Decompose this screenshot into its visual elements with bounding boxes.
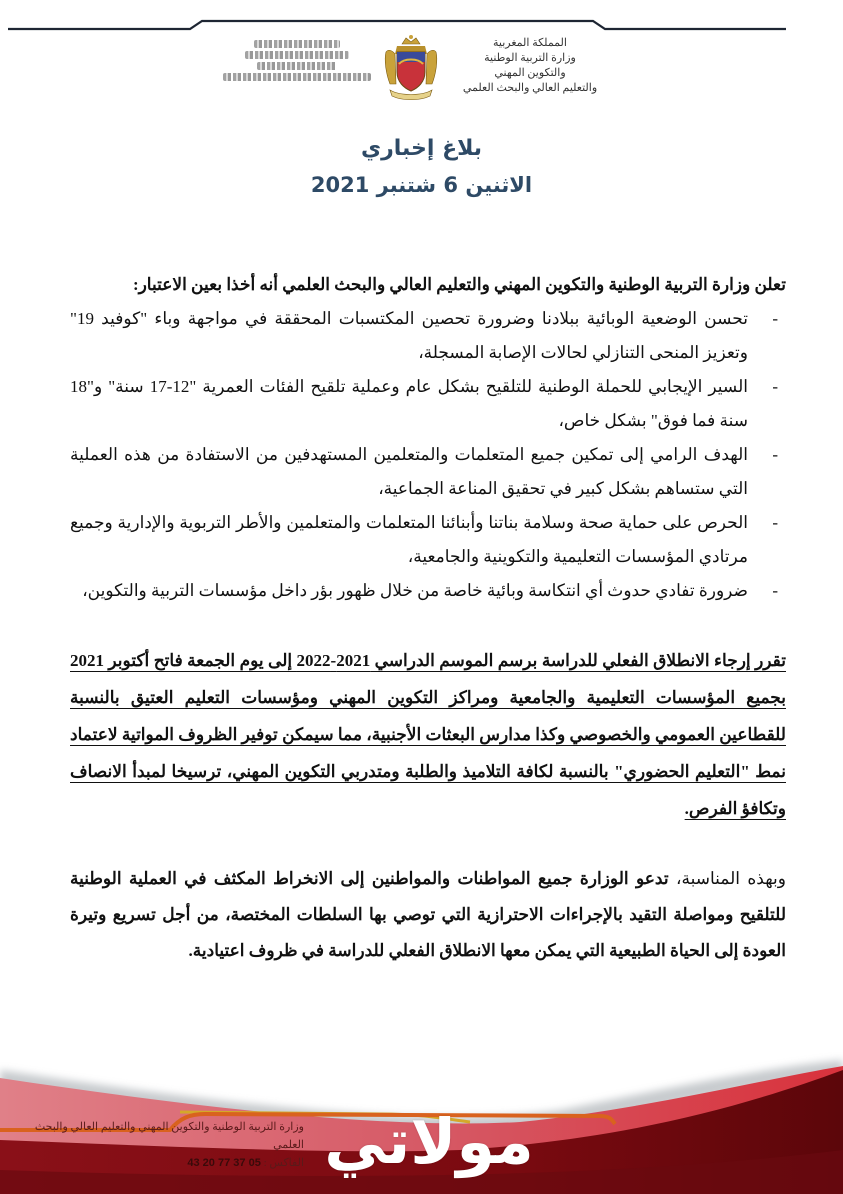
footer-ministry-line: وزارة التربية الوطنية والتكوين المهني والتعليم العالي والبحث العلمي [34,1121,304,1151]
fax-label: الفاكس : [263,1157,304,1169]
bullet-marker: - [772,309,778,328]
closing-lead: وبهذه المناسبة، [675,869,787,888]
list-item-text: تحسن الوضعية الوبائية ببلادنا وضرورة تحصين المكتسبات المحققة في مواجهة وباء "كوفيد 19" وتعزيز المنحى التنازلي لحالات الإصابة المسجلة، [70,309,748,362]
royal-coat-of-arms-icon [380,34,442,104]
fax-number: 05 37 77 20 43 [187,1157,261,1169]
footer-contact [8,1118,304,1172]
document-body [70,270,786,969]
list-item-text: الهدف الرامي إلى تمكين جميع المتعلمات والمتعلمين المستهدفين من الاستفادة من هذه العملية التي ستساهم بشكل كبير في تحقيق المناعة الجماعية، [70,445,748,498]
considerations-list [70,302,786,608]
list-item-text: السير الإيجابي للحملة الوطنية للتلقيح بشكل عام وعملية تلقيح الفئات العمرية "12-17 سنة" و"18 سنة فما فوق" بشكل خاص، [70,377,748,430]
document-title: بلاغ إخباري [360,136,483,161]
bullet-marker: - [772,445,778,464]
list-item [70,506,786,574]
bullet-marker: - [772,377,778,396]
tifinagh-line [257,62,337,70]
ministry-line: والتعليم العالي والبحث العلمي [462,82,598,94]
ministry-line: المملكة المغربية [493,37,567,49]
ministry-line: والتكوين المهني [494,67,566,79]
list-item [70,370,786,438]
bullet-marker: - [772,513,778,532]
tifinagh-line [245,51,349,59]
closing-text: تدعو الوزارة جميع المواطنات والمواطنين إلى الانخراط المكثف في العملية الوطنية للتلقيح ومواصلة التقيد بالإجراءات الاحترازية التي توصي بها السلطات المختصة، من أجل تسريع وتيرة العودة إلى الحياة الطبيعية التي يمكن معها الانطلاق الفعلي للدراسة في ظروف اعتيادية. [70,869,786,960]
decision-paragraph: تقرر إرجاء الانطلاق الفعلي للدراسة برسم الموسم الدراسي 2021-2022 إلى يوم الجمعة فاتح أكتوبر 2021 بجميع المؤسسات التعليمية والجامعية ومراكز التكوين المهني ومؤسسات التعليم العتيق بالنسبة للقطاعين العمومي والخصوصي وكذا مدارس البعثات الأجنبية، مما سيمكن توفير الظروف المواتية لاعتماد نمط "التعليم الحضوري" بالنسبة لكافة التلاميذ والطلبة ومتدربي التكوين المهني، ترسيخا لمبدأ الانصاف وتكافؤ الفرص. [70,651,786,818]
list-item-text: ضرورة تفادي حدوث أي انتكاسة وبائية خاصة من خلال ظهور بؤر داخل مؤسسات التربية والتكوين، [82,581,748,600]
bullet-marker: - [772,581,778,600]
list-item [70,574,786,608]
list-item-text: الحرص على حماية صحة وسلامة بناتنا وأبنائنا المتعلمات والمتعلمين والأطر التربوية والإدارية وجميع مرتادي المؤسسات التعليمية والتكوينية والجامعية، [70,513,748,566]
ministry-name-tifinagh [222,40,372,81]
list-item [70,438,786,506]
closing-paragraph [70,861,786,969]
tifinagh-line [254,40,340,48]
tifinagh-line [223,73,371,81]
ministry-line: وزارة التربية الوطنية [484,52,576,64]
footer-fax [8,1154,304,1172]
ministry-name-arabic [462,36,598,96]
site-watermark-logo: مولاتي [324,1105,534,1178]
list-item [70,302,786,370]
letterhead [0,34,843,114]
intro-paragraph: تعلن وزارة التربية الوطنية والتكوين المهني والتعليم العالي والبحث العلمي أنه أخذا بعين الاعتبار: [132,275,786,294]
document-date: الاثنين 6 شتنبر 2021 [310,173,533,197]
